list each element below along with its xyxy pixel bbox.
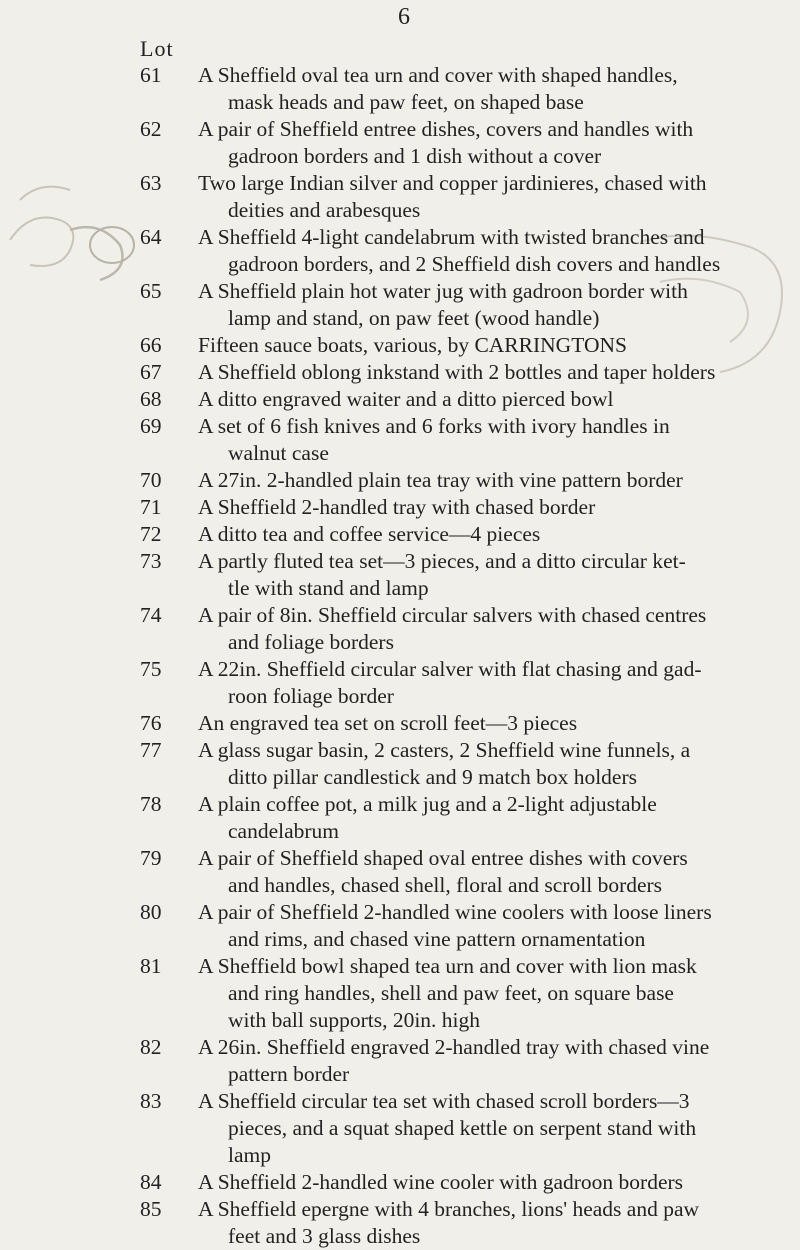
page-number: 6 [398,4,411,30]
lot-number: 63 [140,171,162,195]
lot-description-line: and foliage borders [228,630,394,654]
lot-description [198,332,772,359]
lot-number: 78 [140,792,162,816]
lot-number: 72 [140,522,162,546]
lot-number: 66 [140,333,162,357]
lot-entry [0,710,800,737]
lot-description [198,602,772,656]
lot-entry [0,1034,800,1088]
lot-number: 76 [140,711,162,735]
lot-description-line: gadroon borders and 1 dish without a cover [228,144,602,168]
lot-description [198,386,772,413]
lot-entry [0,1196,800,1250]
lot-description-line: A Sheffield oblong inkstand with 2 bottles and taper holders [198,360,716,384]
lot-description [198,278,772,332]
lot-description [198,116,772,170]
lot-description [198,737,772,791]
lot-description [198,899,772,953]
lot-number: 84 [140,1170,162,1194]
lot-description-line: lamp [228,1143,271,1167]
lot-description [198,359,772,386]
lot-description-line: A 27in. 2-handled plain tea tray with vine pattern border [198,468,683,492]
lot-number: 61 [140,63,162,87]
lot-description-line: lamp and stand, on paw feet (wood handle) [228,306,600,330]
lot-description-line: A glass sugar basin, 2 casters, 2 Sheffield wine funnels, a [198,738,691,762]
lot-description-line: candelabrum [228,819,340,843]
lot-description-line: A Sheffield circular tea set with chased scroll borders—3 [198,1089,690,1113]
lot-entry [0,62,800,116]
lot-description-line: roon foliage border [228,684,394,708]
lot-description-line: mask heads and paw feet, on shaped base [228,90,584,114]
lot-number: 65 [140,279,162,303]
lot-description [198,710,772,737]
lot-description-line: A pair of Sheffield entree dishes, covers and handles with [198,117,694,141]
lot-number: 81 [140,954,162,978]
lot-description [198,521,772,548]
lot-description [198,791,772,845]
lot-description [198,1034,772,1088]
lot-description-line: A Sheffield 2-handled tray with chased border [198,495,596,519]
lot-number: 71 [140,495,162,519]
lot-description-line: ditto pillar candlestick and 9 match box holders [228,765,637,789]
lot-description [198,656,772,710]
lot-number: 85 [140,1197,162,1221]
lot-list [0,62,800,1250]
lot-description-line: Fifteen sauce boats, various, by CARRINGTONS [198,333,627,357]
lot-description-line: A Sheffield 4-light candelabrum with twisted branches and [198,225,705,249]
lot-description [198,953,772,1034]
lot-entry [0,1088,800,1169]
lot-description-line: A plain coffee pot, a milk jug and a 2-light adjustable [198,792,657,816]
lot-description [198,170,772,224]
lot-entry [0,332,800,359]
lot-description [198,494,772,521]
lot-description-line: A partly fluted tea set—3 pieces, and a ditto circular ket- [198,549,686,573]
lot-entry [0,413,800,467]
lot-description-line: An engraved tea set on scroll feet—3 pieces [198,711,578,735]
lot-description-line: and rims, and chased vine pattern ornamentation [228,927,646,951]
lot-column-header: Lot [140,36,174,61]
lot-description-line: gadroon borders, and 2 Sheffield dish covers and handles [228,252,721,276]
lot-description-line: A pair of Sheffield 2-handled wine coolers with loose liners [198,900,712,924]
lot-number: 69 [140,414,162,438]
lot-entry [0,359,800,386]
lot-description-line: A set of 6 fish knives and 6 forks with ivory handles in [198,414,670,438]
lot-description-line: walnut case [228,441,329,465]
lot-description-line: and handles, chased shell, floral and scroll borders [228,873,663,897]
lot-entry [0,845,800,899]
lot-description-line: deities and arabesques [228,198,421,222]
lot-entry [0,548,800,602]
lot-description-line: A pair of Sheffield shaped oval entree dishes with covers [198,846,688,870]
lot-description [198,413,772,467]
lot-description-line: A 22in. Sheffield circular salver with flat chasing and gad- [198,657,702,681]
lot-description [198,224,772,278]
lot-number: 82 [140,1035,162,1059]
lot-description-line: A 26in. Sheffield engraved 2-handled tray with chased vine [198,1035,710,1059]
lot-number: 73 [140,549,162,573]
lot-entry [0,791,800,845]
lot-description-line: tle with stand and lamp [228,576,429,600]
lot-entry [0,656,800,710]
lot-description-line: pieces, and a squat shaped kettle on serpent stand with [228,1116,697,1140]
lot-entry [0,386,800,413]
lot-number: 83 [140,1089,162,1113]
lot-number: 67 [140,360,162,384]
lot-number: 80 [140,900,162,924]
lot-description-line: A Sheffield bowl shaped tea urn and cover with lion mask [198,954,697,978]
lot-description [198,1196,772,1250]
lot-description [198,1088,772,1169]
lot-entry [0,116,800,170]
lot-description-line: A Sheffield epergne with 4 branches, lions' heads and paw [198,1197,700,1221]
lot-entry [0,170,800,224]
lot-description [198,1169,772,1196]
lot-description-line: with ball supports, 20in. high [228,1008,481,1032]
lot-description-line: A ditto engraved waiter and a ditto pierced bowl [198,387,614,411]
lot-entry [0,278,800,332]
lot-description [198,548,772,602]
lot-number: 70 [140,468,162,492]
lot-number: 77 [140,738,162,762]
lot-entry [0,467,800,494]
lot-description-line: A Sheffield 2-handled wine cooler with gadroon borders [198,1170,684,1194]
lot-description-line: A Sheffield plain hot water jug with gadroon border with [198,279,688,303]
lot-description-line: A Sheffield oval tea urn and cover with shaped handles, [198,63,678,87]
lot-description-line: feet and 3 glass dishes [228,1224,421,1248]
lot-number: 64 [140,225,162,249]
lot-entry [0,521,800,548]
lot-description-line: Two large Indian silver and copper jardinieres, chased with [198,171,707,195]
lot-number: 68 [140,387,162,411]
lot-number: 75 [140,657,162,681]
lot-entry [0,737,800,791]
lot-description [198,467,772,494]
lot-description-line: A ditto tea and coffee service—4 pieces [198,522,541,546]
lot-entry [0,953,800,1034]
lot-number: 74 [140,603,162,627]
lot-number: 79 [140,846,162,870]
lot-description [198,845,772,899]
lot-description-line: A pair of 8in. Sheffield circular salvers with chased centres [198,603,707,627]
lot-entry [0,494,800,521]
lot-entry [0,224,800,278]
lot-entry [0,899,800,953]
lot-entry [0,1169,800,1196]
lot-description [198,62,772,116]
lot-description-line: and ring handles, shell and paw feet, on square base [228,981,674,1005]
lot-entry [0,602,800,656]
lot-description-line: pattern border [228,1062,350,1086]
lot-number: 62 [140,117,162,141]
